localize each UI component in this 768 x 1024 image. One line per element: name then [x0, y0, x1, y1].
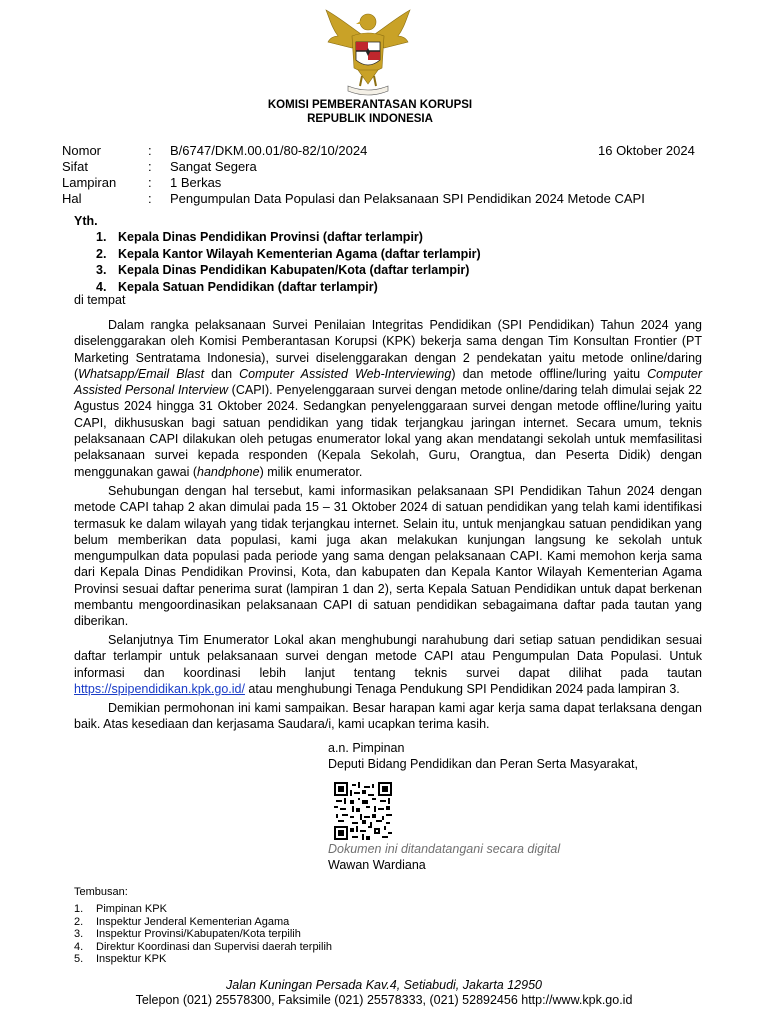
- meta-label: Lampiran: [62, 175, 117, 190]
- meta-row-sifat: [62, 159, 645, 175]
- meta-row-lampiran: [62, 175, 645, 191]
- list-text: Kepala Dinas Pendidikan Kabupaten/Kota (daftar terlampir): [118, 263, 470, 277]
- signature-line-2: Deputi Bidang Pendidikan dan Peran Serta Masyarakat,: [328, 757, 638, 771]
- list-number: 2.: [96, 246, 107, 261]
- text-run: (CAPI). Penyelenggaraan survei dengan metode online/daring telah dimulai sejak 22 Agustus 2024 hingga 31 Oktober 2024. Sedangkan penyelenggaraan survei dengan metode offline/luring yaitu CAPI, dikhususkan bagi satuan pendidikan yang tidak terjangkau jaringan internet. Secara umum, teknis pelaksanaan CAPI dilakukan oleh petugas enumerator lokal yang akan mendatangi sekolah untuk memfasilitasi pelaksanaan survei kepada responden (Kepala Sekolah, Guru, Orangtua, dan Peserta Didik) dengan menggunakan gawai (: [74, 383, 702, 479]
- meta-label: Nomor: [62, 143, 102, 158]
- list-text: Kepala Satuan Pendidikan (daftar terlampir): [118, 279, 378, 294]
- meta-label: Sifat: [62, 159, 89, 174]
- list-number: 3.: [74, 928, 84, 940]
- meta-row-hal: [62, 191, 645, 207]
- list-item: [74, 941, 332, 954]
- list-number: 2.: [74, 915, 84, 928]
- paragraph-1: [74, 317, 702, 480]
- org-name: KOMISI PEMBERANTASAN KORUPSI: [267, 99, 473, 111]
- survey-link[interactable]: https://spipendidikan.kpk.go.id/: [74, 681, 245, 696]
- meta-colon: :: [148, 191, 152, 206]
- text-run: Dalam rangka pelaksanaan Survei Penilaian Integritas Pendidikan (SPI Pendidikan) Tahun 2024 yang diselenggarakan oleh Komisi Pemberantasan Korupsi (KPK) bekerja sama dengan Tim Konsultan Frontier (PT Marketing Sentratama Indonesia), survei diselenggarakan dengan 2 pendekatan yaitu metode online/daring (: [74, 318, 702, 381]
- cc-title: Tembusan:: [74, 886, 128, 898]
- text-run: dan: [204, 366, 240, 381]
- garuda-emblem-icon: [318, 6, 418, 98]
- text-run-italic: Computer Assisted Personal Interview: [74, 366, 703, 398]
- list-item: [74, 928, 332, 941]
- meta-value: 1 Berkas: [170, 175, 222, 190]
- list-number: 4.: [74, 940, 84, 953]
- list-number: 3.: [96, 263, 107, 277]
- text-run: Selanjutnya Tim Enumerator Lokal akan menghubungi narahubung dari setiap satuan pendidikan sesuai daftar terlampir untuk pelaksanaan survei dengan metode CAPI atau Pengumpulan Data Populasi. Untuk informasi dan koordinasi lebih lanjut tentang teknis survei dapat dilihat pada tautan: [74, 633, 702, 680]
- list-item: [74, 903, 332, 916]
- list-text: Inspektur Jenderal Kementerian Agama: [96, 915, 290, 928]
- list-number: 1.: [96, 230, 107, 244]
- list-item: [74, 916, 332, 929]
- meta-value: Sangat Segera: [170, 159, 257, 174]
- footer-address: Jalan Kuningan Persada Kav.4, Setiabudi, Jakarta 12950: [226, 978, 542, 992]
- list-item: [96, 229, 481, 246]
- list-item: [96, 279, 481, 296]
- qr-code-icon: [334, 782, 392, 840]
- list-number: 5.: [74, 953, 84, 965]
- list-text: Inspektur Provinsi/Kabupaten/Kota terpilih: [96, 928, 301, 940]
- place-line: di tempat: [74, 293, 126, 307]
- meta-row-nomor: [62, 143, 645, 159]
- list-item: [96, 246, 481, 263]
- meta-colon: :: [148, 143, 152, 158]
- recipient-list: [96, 229, 481, 295]
- paragraph-4: [74, 700, 702, 733]
- letter-meta: [62, 143, 645, 207]
- cc-list: [74, 903, 332, 966]
- list-text: Pimpinan KPK: [96, 903, 167, 915]
- meta-value: Pengumpulan Data Populasi dan Pelaksanaan SPI Pendidikan 2024 Metode CAPI: [170, 191, 645, 206]
- meta-value: B/6747/DKM.00.01/80-82/10/2024: [170, 143, 368, 158]
- signature-line-1: a.n. Pimpinan: [328, 741, 405, 755]
- list-item: [74, 953, 332, 966]
- text-run: Demikian permohonan ini kami sampaikan. Besar harapan kami agar kerja sama dapat terlaksana dengan baik. Atas kesediaan dan kerjasama Saudara/i, kami ucapkan terima kasih.: [74, 701, 702, 732]
- list-item: [96, 262, 481, 279]
- text-run: atau menghubungi Tenaga Pendukung SPI Pendidikan 2024 pada lampiran 3.: [244, 681, 680, 696]
- list-text: Direktur Koordinasi dan Supervisi daerah terpilih: [96, 940, 333, 953]
- text-run-italic: handphone: [197, 464, 260, 479]
- list-text: Kepala Dinas Pendidikan Provinsi (daftar terlampir): [118, 230, 423, 244]
- footer-contact: Telepon (021) 25578300, Faksimile (021) 25578333, (021) 52892456 http://www.kpk.go.id: [135, 993, 633, 1007]
- paragraph-2: [74, 483, 702, 630]
- meta-label: Hal: [62, 191, 82, 206]
- text-run: ) milik enumerator.: [259, 464, 363, 479]
- list-number: 1.: [74, 903, 84, 915]
- list-number: 4.: [96, 279, 107, 294]
- letter-date: 16 Oktober 2024: [598, 143, 695, 158]
- text-run: Sehubungan dengan hal tersebut, kami informasikan pelaksanaan SPI Pendidikan Tahun 2024 dengan metode CAPI tahap 2 akan dimulai pada 15 – 31 Oktober 2024 di satuan pendidikan yang telah kami identifikasi termasuk ke dalam wilayah yang tidak terjangkau internet. Selain itu, untuk menjangkau satuan pendidikan yang belum memberikan data populasi, kami juga akan melakukan kunjungan langsung ke sekolah untuk mengumpulkan data populasi pada periode yang sama dengan pelaksanaan CAPI. Kami memohon kerja sama dari Kepala Dinas Pendidikan Provinsi, Kota, dan kabupaten dan Kepala Kantor Wilayah Kementerian Agama Provinsi sesuai daftar penerima surat (lampiran 1 dan 2), serta Kepala Satuan Pendidikan untuk dapat berkenan membantu mengoordinasikan pelaksanaan CAPI di satuan pendidikan sebagaimana daftar pada tautan yang diberikan.: [74, 484, 702, 629]
- org-country: REPUBLIK INDONESIA: [307, 113, 433, 125]
- text-run-italic: Whatsapp/Email Blast: [78, 366, 205, 381]
- meta-colon: :: [148, 175, 152, 190]
- meta-colon: :: [148, 159, 152, 174]
- signer-name: Wawan Wardiana: [328, 858, 426, 872]
- paragraph-3: [74, 632, 702, 697]
- text-run-italic: Computer Assisted Web-Interviewing: [239, 366, 452, 381]
- list-text: Kepala Kantor Wilayah Kementerian Agama (daftar terlampir): [118, 246, 481, 261]
- text-run: ) dan metode offline/luring yaitu: [451, 366, 648, 381]
- list-text: Inspektur KPK: [96, 953, 167, 965]
- digital-signature-note: Dokumen ini ditandatangani secara digital: [328, 842, 561, 856]
- salutation: Yth.: [74, 214, 98, 228]
